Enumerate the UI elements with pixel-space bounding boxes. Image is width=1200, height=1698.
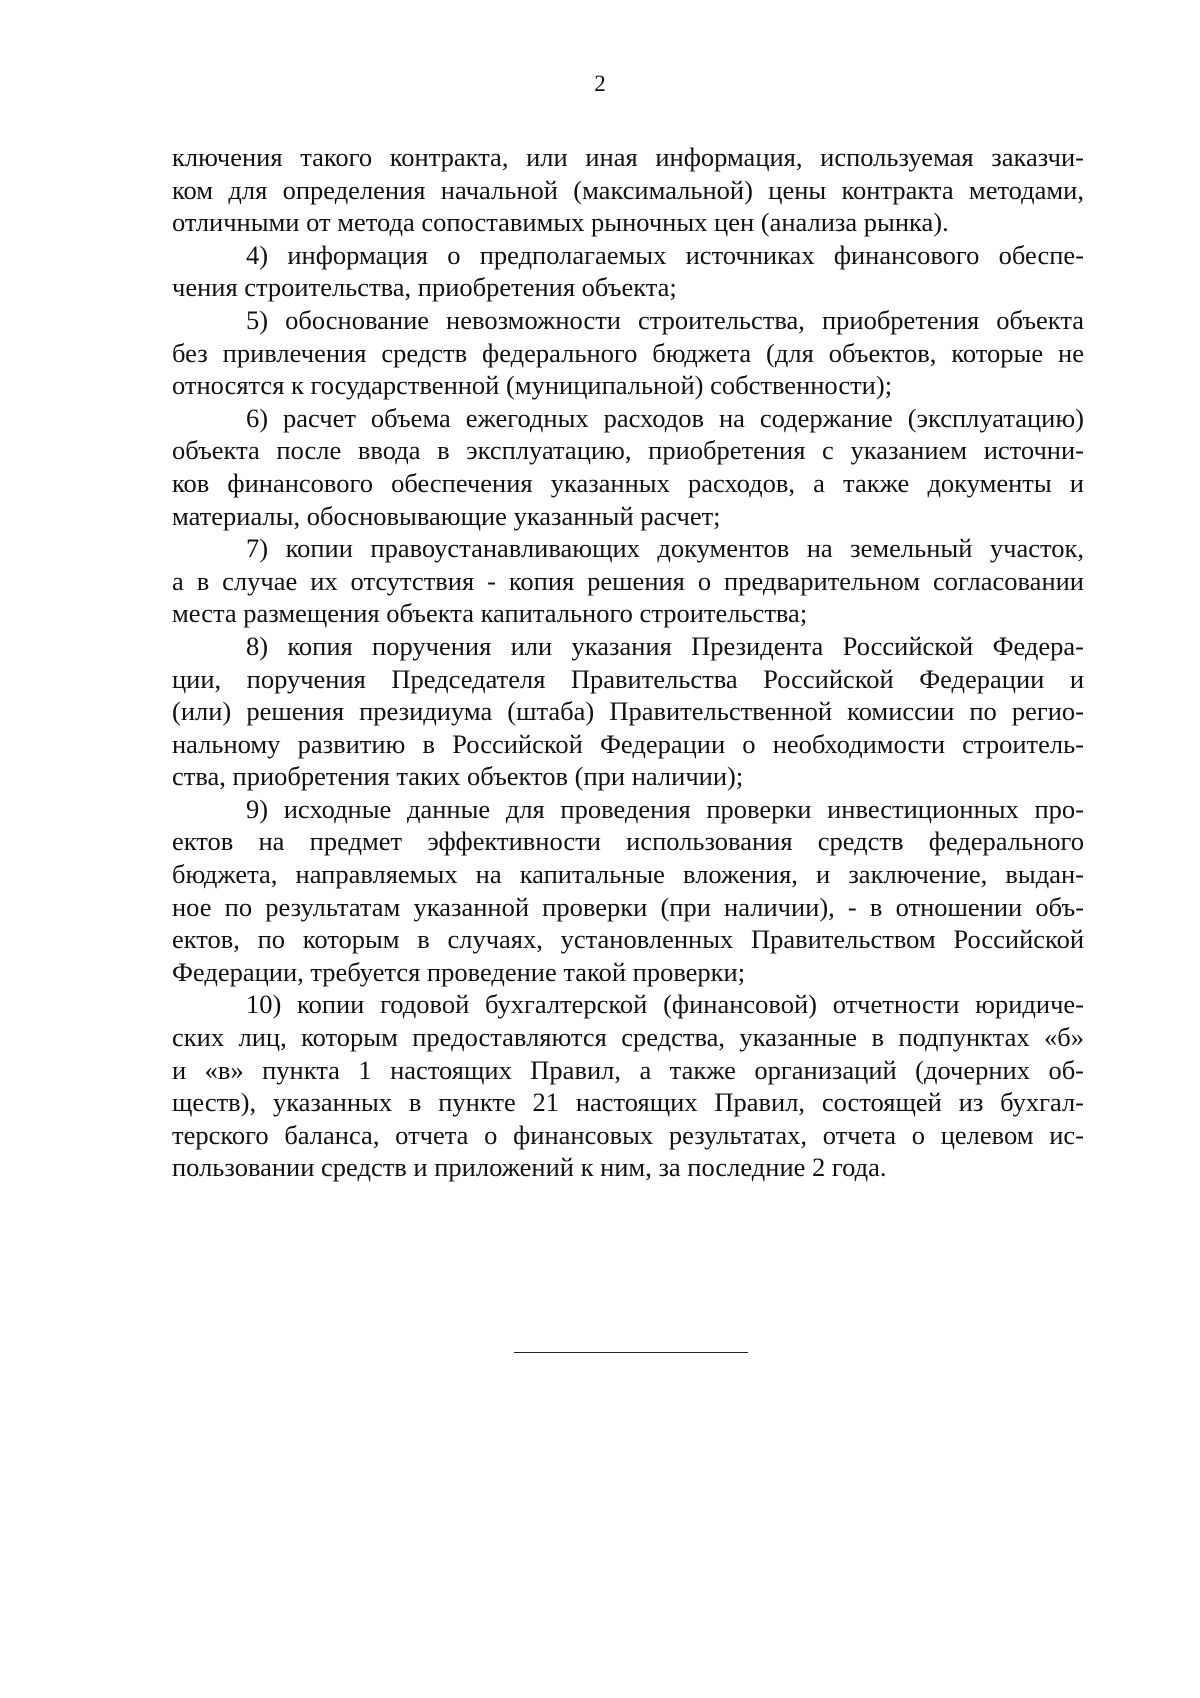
- text-line: 5) обоснование невозможности строительства, приобретения объекта: [246, 304, 1084, 335]
- text-line: и «в» пункта 1 настоящих Правил, а также организаций (дочерних об-: [172, 1054, 1084, 1085]
- paragraph-continuation: [172, 141, 1084, 239]
- text-line: места размещения объекта капитального строительства;: [172, 598, 808, 629]
- paragraph-item-5: [172, 304, 1084, 402]
- end-separator-line: [514, 1352, 748, 1353]
- text-line: чения строительства, приобретения объекта;: [172, 272, 677, 303]
- paragraph-item-4: [172, 239, 1084, 304]
- text-line: материалы, обосновывающие указанный расчет;: [172, 500, 721, 531]
- text-line: 10) копии годовой бухгалтерской (финансовой) отчетности юридиче-: [246, 989, 1084, 1020]
- text-line: Федерации, требуется проведение такой проверки;: [172, 956, 746, 987]
- paragraph-item-7: [172, 532, 1084, 630]
- page-number: 2: [594, 71, 606, 96]
- text-line: 4) информация о предполагаемых источниках финансового обеспе-: [246, 239, 1084, 270]
- text-line: терского баланса, отчета о финансовых результатах, отчета о целевом ис-: [172, 1119, 1084, 1150]
- paragraph-item-8: [172, 630, 1084, 793]
- text-line: ком для определения начальной (максимальной) цены контракта методами,: [172, 174, 1084, 205]
- text-line: (или) решения президиума (штаба) Правительственной комиссии по регио-: [172, 696, 1084, 727]
- text-line: 9) исходные данные для проведения проверки инвестиционных про-: [246, 793, 1084, 824]
- paragraph-item-6: [172, 402, 1084, 532]
- text-line: нальному развитию в Российской Федерации о необходимости строитель-: [172, 728, 1084, 759]
- text-line: ектов, по которым в случаях, установленных Правительством Российской: [172, 924, 1084, 955]
- paragraph-item-10: [172, 988, 1084, 1184]
- text-line: объекта после ввода в эксплуатацию, приобретения с указанием источни-: [172, 435, 1084, 466]
- text-line: 6) расчет объема ежегодных расходов на содержание (эксплуатацию): [246, 402, 1084, 433]
- text-line: ков финансового обеспечения указанных расходов, а также документы и: [172, 467, 1084, 498]
- document-body: [172, 141, 1084, 1184]
- paragraph-item-9: [172, 793, 1084, 989]
- text-line: ских лиц, которым предоставляются средства, указанные в подпунктах «б»: [172, 1022, 1084, 1053]
- text-line: ции, поручения Председателя Правительства Российской Федерации и: [172, 663, 1084, 694]
- text-line: ключения такого контракта, или иная информация, используемая заказчи-: [172, 142, 1084, 172]
- text-line: 7) копии правоустанавливающих документов на земельный участок,: [246, 533, 1084, 564]
- text-line: а в случае их отсутствия - копия решения о предварительном согласовании: [172, 565, 1084, 596]
- text-line: бюджета, направляемых на капитальные вложения, и заключение, выдан-: [172, 859, 1084, 890]
- text-line: ществ), указанных в пункте 21 настоящих Правил, состоящей из бухгал-: [172, 1087, 1084, 1118]
- text-line: без привлечения средств федерального бюджета (для объектов, которые не: [172, 337, 1084, 368]
- text-line: ства, приобретения таких объектов (при наличии);: [172, 761, 744, 792]
- text-line: пользовании средств и приложений к ним, за последние 2 года.: [172, 1152, 887, 1183]
- text-line: ное по результатам указанной проверки (при наличии), - в отношении объ-: [172, 891, 1084, 922]
- text-line: отличными от метода сопоставимых рыночных цен (анализа рынка).: [172, 207, 949, 238]
- text-line: 8) копия поручения или указания Президента Российской Федера-: [246, 630, 1084, 661]
- text-line: ектов на предмет эффективности использования средств федерального: [172, 826, 1084, 857]
- text-line: относятся к государственной (муниципальной) собственности);: [172, 370, 893, 401]
